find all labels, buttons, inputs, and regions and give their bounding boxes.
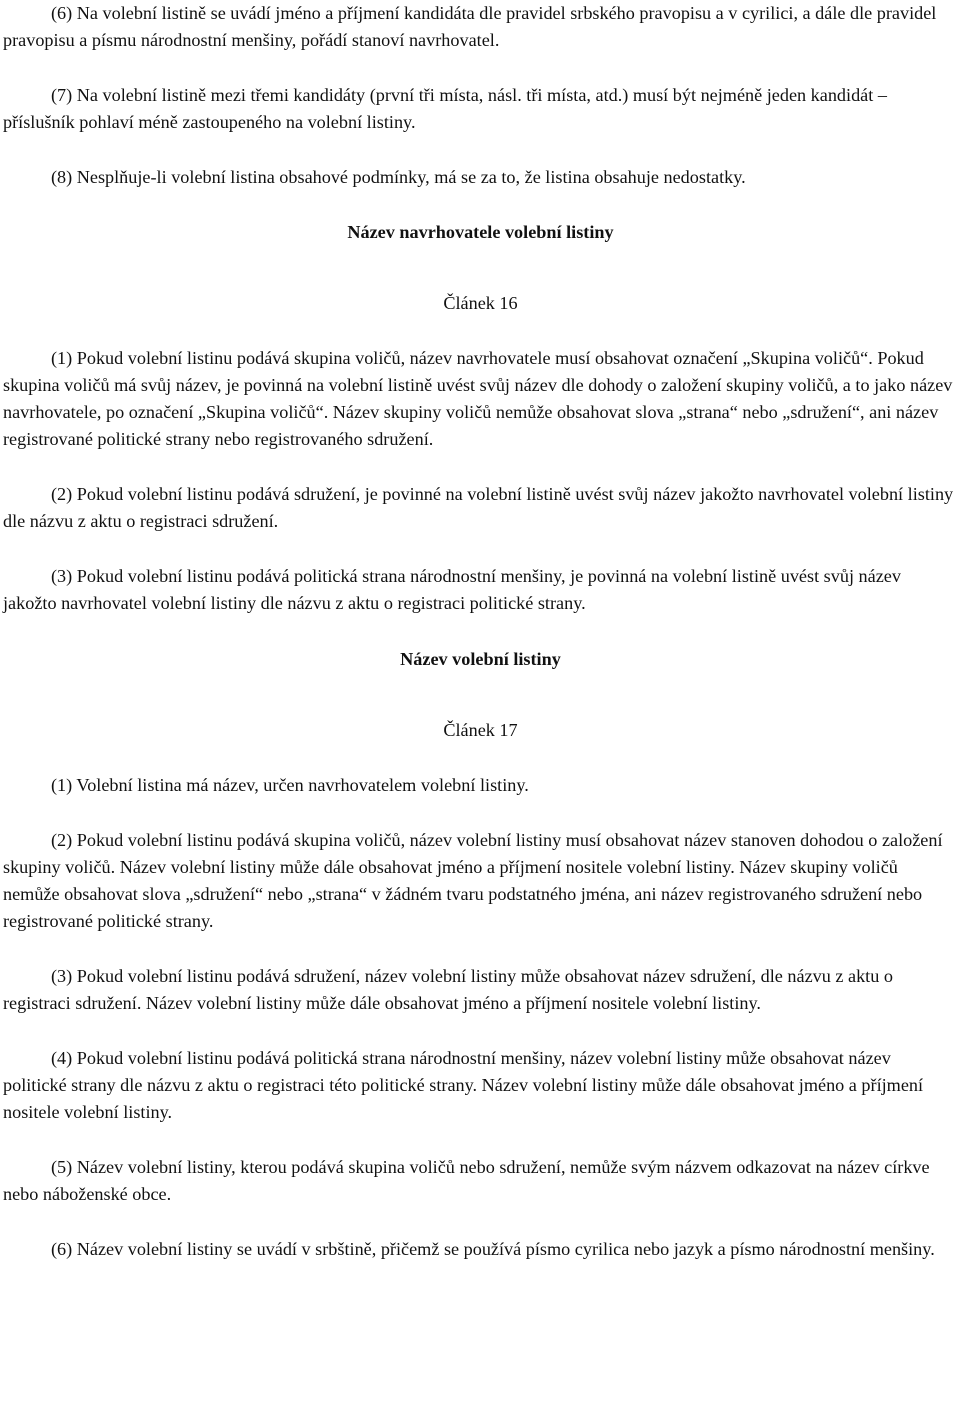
- document-page: [3, 0, 958, 1263]
- section-heading-navrhovatel: Název navrhovatele volební listiny: [347, 222, 614, 242]
- paragraph-6-previous: (6) Na volební listině se uvádí jméno a příjmení kandidáta dle pravidel srbského pravopisu a v cyrilici, a dále dle pravidel pravopisu a písmu národnostní menšiny, pořádí stanoví navrhovatel.: [3, 3, 937, 50]
- article-17-paragraph-4: (4) Pokud volební listinu podává politická strana národnostní menšiny, název volební listiny může obsahovat název politické strany dle názvu z aktu o registraci této politické strany. Název volební listiny může dále obsahovat jméno a příjmení nositele volební listiny.: [3, 1048, 924, 1122]
- article-17-paragraph-2: (2) Pokud volební listinu podává skupina voličů, název volební listiny musí obsahovat název stanoven dohodou o založení skupiny voličů. Název volební listiny může dále obsahovat jméno a příjmení nositele volební listiny. Název skupiny voličů nemůže obsahovat slova „sdružení“ nebo „strana“ v žádném tvaru podstatného jména, ani název registrovaného sdružení nebo registrované politické strany.: [3, 830, 943, 931]
- article-16-paragraph-3: (3) Pokud volební listinu podává politická strana národnostní menšiny, je povinná na volební listině uvést svůj název jakožto navrhovatel volební listiny dle názvu z aktu o registraci politické strany.: [3, 566, 901, 613]
- section-heading-nazev-listiny: Název volební listiny: [400, 649, 561, 669]
- paragraph-7-previous: (7) Na volební listině mezi třemi kandidáty (první tři místa, násl. tři místa, atd.) musí být nejméně jeden kandidát – příslušník pohlaví méně zastoupeného na volební listiny.: [3, 85, 887, 132]
- article-17-paragraph-3: (3) Pokud volební listinu podává sdružení, název volební listiny může obsahovat název sdružení, dle názvu z aktu o registraci sdružení. Název volební listiny může dále obsahovat jméno a příjmení nositele volební listiny.: [3, 966, 893, 1013]
- article-16-paragraph-1: (1) Pokud volební listinu podává skupina voličů, název navrhovatele musí obsahovat označení „Skupina voličů“. Pokud skupina voličů má svůj název, je povinná na volební listině uvést svůj název dle dohody o založení skupiny voličů, a to jako název navrhovatele, po označení „Skupina voličů“. Název skupiny voličů nemůže obsahovat slova „strana“ nebo „sdružení“, ani název registrované politické strany nebo registrovaného sdružení.: [3, 348, 953, 449]
- article-17-paragraph-1: (1) Volební listina má název, určen navrhovatelem volební listiny.: [51, 775, 529, 795]
- article-17-title: Článek 17: [443, 720, 518, 740]
- article-17-paragraph-5: (5) Název volební listiny, kterou podává skupina voličů nebo sdružení, nemůže svým názvem odkazovat na název církve nebo náboženské obce.: [3, 1157, 930, 1204]
- paragraph-8-previous: (8) Nesplňuje-li volební listina obsahové podmínky, má se za to, že listina obsahuje nedostatky.: [51, 167, 746, 187]
- article-16-paragraph-2: (2) Pokud volební listinu podává sdružení, je povinné na volební listině uvést svůj název jakožto navrhovatel volební listiny dle názvu z aktu o registraci sdružení.: [3, 484, 954, 531]
- article-16-title: Článek 16: [443, 293, 518, 313]
- article-17-paragraph-6: (6) Název volební listiny se uvádí v srbštině, přičemž se používá písmo cyrilica nebo jazyk a písmo národnostní menšiny.: [51, 1239, 935, 1259]
